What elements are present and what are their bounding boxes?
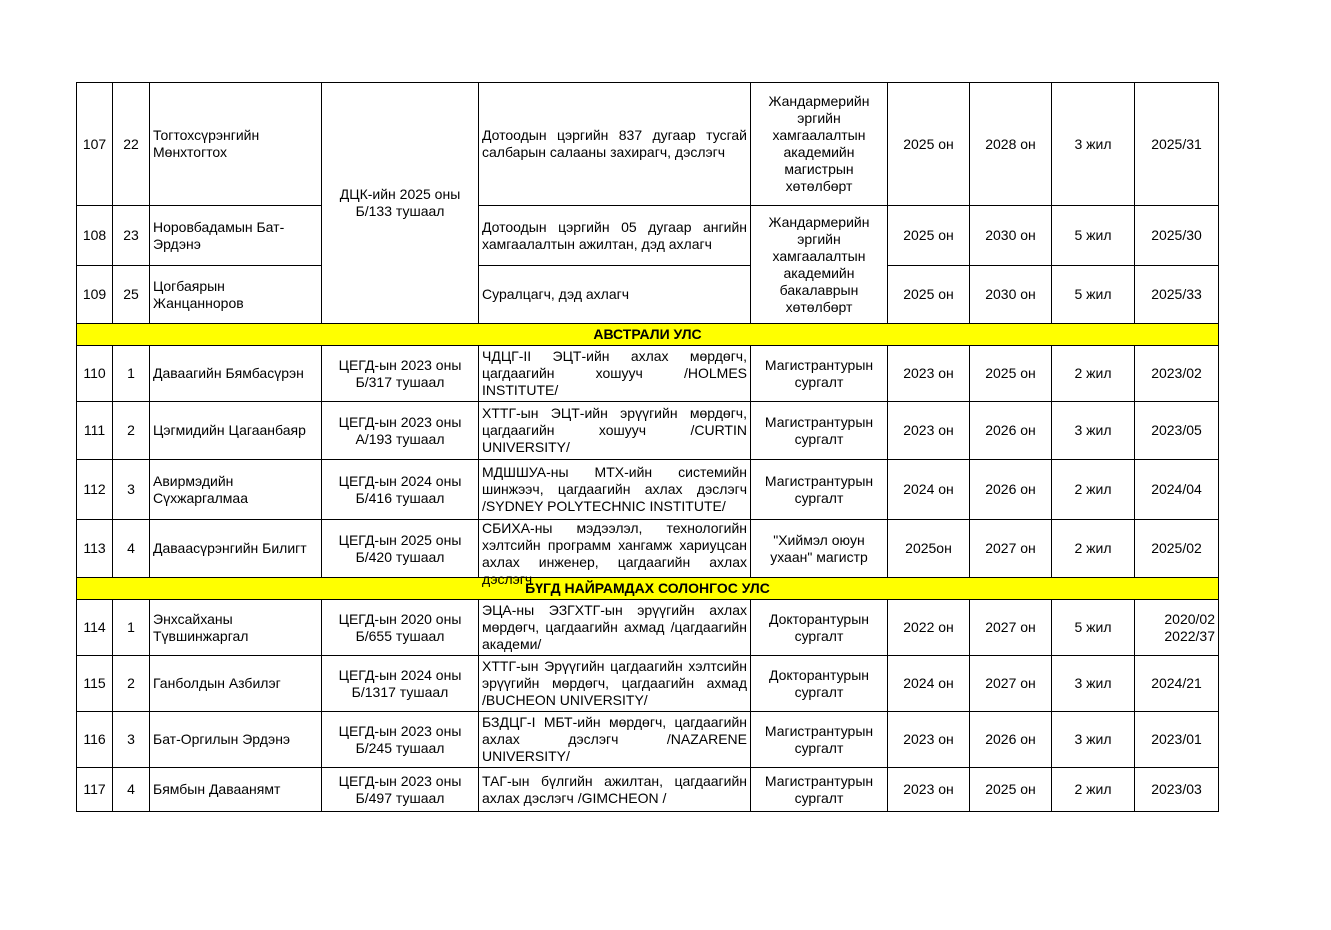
position [479,520,751,587]
row-number: 117 [77,768,113,812]
row-number: 109 [77,266,113,324]
table-row [77,460,1219,520]
order-reference: ЦЕГД-ын 2023 оны Б/245 тушаал [322,712,479,768]
section-title: БҮГД НАЙРАМДАХ СОЛОНГОС УЛС [77,578,1219,600]
position: ХТТГ-ын Эрүүгийн цагдаагийн хэлтсийн эрүүгийн мөрдөгч, цагдаагийн ахмад /BUCHEON UNIVERSITY/ [479,656,751,712]
duration: 2 жил [1052,768,1135,812]
row-number: 111 [77,402,113,460]
student-name: Энхсайханы Түвшинжаргал [150,600,322,656]
row-sub-number: 2 [113,402,150,460]
row-sub-number: 1 [113,346,150,402]
decision-ref: 2024/04 [1135,460,1219,520]
student-name: Бат-Оргилын Эрдэнэ [150,712,322,768]
position: МДШШУА-ны МТХ-ийн системийн шинжээч, цагдаагийн ахлах дэслэгч /SYDNEY POLYTECHNIC INSTITUTE/ [479,460,751,520]
row-number: 107 [77,83,113,206]
table-row [77,83,1219,206]
row-number: 113 [77,520,113,578]
student-name: Ганболдын Азбилэг [150,656,322,712]
start-year: 2025 он [888,206,970,266]
table-row [77,768,1219,812]
start-year: 2023 он [888,768,970,812]
end-year: 2025 он [970,346,1052,402]
order-reference: ЦЕГД-ын 2023 оны А/193 тушаал [322,402,479,460]
duration: 3 жил [1052,83,1135,206]
decision-ref-1: 2020/02 [1164,610,1215,627]
start-year: 2023 он [888,346,970,402]
duration: 2 жил [1052,346,1135,402]
position: БЗДЦГ-I МБТ-ийн мөрдөгч, цагдаагийн ахлах дэслэгч /NAZARENE UNIVERSITY/ [479,712,751,768]
order-reference: ЦЕГД-ын 2025 оны Б/420 тушаал [322,520,479,578]
student-name: Бямбын Даваанямт [150,768,322,812]
decision-ref: 2023/03 [1135,768,1219,812]
end-year: 2025 он [970,768,1052,812]
program: "Хиймэл оюун ухаан" магистр [751,520,888,578]
start-year: 2023 он [888,402,970,460]
order-reference: ДЦК-ийн 2025 оны Б/133 тушаал [322,83,479,324]
table-row [77,206,1219,266]
end-year: 2027 он [970,656,1052,712]
start-year: 2025он [888,520,970,578]
section-title: АВСТРАЛИ УЛС [77,324,1219,346]
row-number: 115 [77,656,113,712]
program: Магистрантурын сургалт [751,402,888,460]
decision-ref: 2025/30 [1135,206,1219,266]
table-row [77,712,1219,768]
order-reference: ЦЕГД-ын 2023 оны Б/497 тушаал [322,768,479,812]
row-sub-number: 4 [113,520,150,578]
row-sub-number: 3 [113,460,150,520]
decision-ref [1135,600,1219,656]
end-year: 2026 он [970,712,1052,768]
duration: 3 жил [1052,656,1135,712]
table-row [77,346,1219,402]
order-reference: ЦЕГД-ын 2020 оны Б/655 тушаал [322,600,479,656]
row-sub-number: 22 [113,83,150,206]
row-sub-number: 2 [113,656,150,712]
decision-ref: 2024/21 [1135,656,1219,712]
decision-ref: 2025/33 [1135,266,1219,324]
position-text: СБИХА-ны мэдээлэл, технологийн хэлтсийн программ хангамж хариуцсан ахлах инженер, цагдаагийн ахлах дэслэгч [482,520,747,587]
position: Дотоодын цэргийн 05 дугаар ангийн хамгаалалтын ажилтан, дэд ахлагч [479,206,751,266]
row-number: 116 [77,712,113,768]
row-number: 112 [77,460,113,520]
program: Магистрантурын сургалт [751,768,888,812]
student-name: Цэгмидийн Цагаанбаяр [150,402,322,460]
end-year: 2027 он [970,600,1052,656]
student-name: Цогбаярын Жанцанноров [150,266,322,324]
student-name: Тогтохсүрэнгийн Мөнхтогтох [150,83,322,206]
duration: 3 жил [1052,712,1135,768]
order-reference: ЦЕГД-ын 2023 оны Б/317 тушаал [322,346,479,402]
students-table [76,82,1219,812]
position: Суралцагч, дэд ахлагч [479,266,751,324]
decision-ref: 2023/01 [1135,712,1219,768]
order-reference: ЦЕГД-ын 2024 оны Б/1317 тушаал [322,656,479,712]
section-header-korea [77,578,1219,600]
row-sub-number: 1 [113,600,150,656]
row-number: 108 [77,206,113,266]
start-year: 2024 он [888,656,970,712]
duration: 2 жил [1052,520,1135,578]
table-row [77,520,1219,578]
row-number: 114 [77,600,113,656]
decision-ref: 2023/05 [1135,402,1219,460]
order-reference: ЦЕГД-ын 2024 оны Б/416 тушаал [322,460,479,520]
position: ХТТГ-ын ЭЦТ-ийн эрүүгийн мөрдөгч, цагдаагийн хошууч /CURTIN UNIVERSITY/ [479,402,751,460]
duration: 3 жил [1052,402,1135,460]
start-year: 2024 он [888,460,970,520]
program: Магистрантурын сургалт [751,712,888,768]
position: Дотоодын цэргийн 837 дугаар тусгай салбарын салааны захирагч, дэслэгч [479,83,751,206]
decision-ref-2: 2022/37 [1164,627,1215,644]
position: ЧДЦГ-II ЭЦТ-ийн ахлах мөрдөгч, цагдаагийн хошууч /HOLMES INSTITUTE/ [479,346,751,402]
section-header-australia [77,324,1219,346]
end-year: 2028 он [970,83,1052,206]
duration: 2 жил [1052,460,1135,520]
row-number: 110 [77,346,113,402]
student-name: Даваагийн Бямбасүрэн [150,346,322,402]
table-row [77,656,1219,712]
position: ЭЦА-ны ЭЗГХТГ-ын эрүүгийн ахлах мөрдөгч, цагдаагийн ахмад /цагдаагийн академи/ [479,600,751,656]
program: Докторантурын сургалт [751,600,888,656]
start-year: 2022 он [888,600,970,656]
start-year: 2025 он [888,83,970,206]
row-sub-number: 4 [113,768,150,812]
position: ТАГ-ын бүлгийн ажилтан, цагдаагийн ахлах дэслэгч /GIMCHEON / [479,768,751,812]
program: Магистрантурын сургалт [751,460,888,520]
decision-ref: 2025/31 [1135,83,1219,206]
program: Жандармерийн эргийн хамгаалалтын академийн магистрын хөтөлбөрт [751,83,888,206]
row-sub-number: 25 [113,266,150,324]
start-year: 2023 он [888,712,970,768]
end-year: 2026 он [970,460,1052,520]
student-name: Норовбадамын Бат-Эрдэнэ [150,206,322,266]
row-sub-number: 3 [113,712,150,768]
duration: 5 жил [1052,206,1135,266]
row-sub-number: 23 [113,206,150,266]
start-year: 2025 он [888,266,970,324]
student-name: Авирмэдийн Сүхжаргалмаа [150,460,322,520]
student-name: Даваасүрэнгийн Билигт [150,520,322,578]
decision-ref: 2025/02 [1135,520,1219,578]
table-row [77,600,1219,656]
end-year: 2027 он [970,520,1052,578]
table-row [77,266,1219,324]
program: Жандармерийн эргийн хамгаалалтын академийн бакалаврын хөтөлбөрт [751,206,888,324]
table-row [77,402,1219,460]
duration: 5 жил [1052,600,1135,656]
program: Докторантурын сургалт [751,656,888,712]
decision-ref: 2023/02 [1135,346,1219,402]
end-year: 2030 он [970,266,1052,324]
duration: 5 жил [1052,266,1135,324]
program: Магистрантурын сургалт [751,346,888,402]
end-year: 2026 он [970,402,1052,460]
end-year: 2030 он [970,206,1052,266]
